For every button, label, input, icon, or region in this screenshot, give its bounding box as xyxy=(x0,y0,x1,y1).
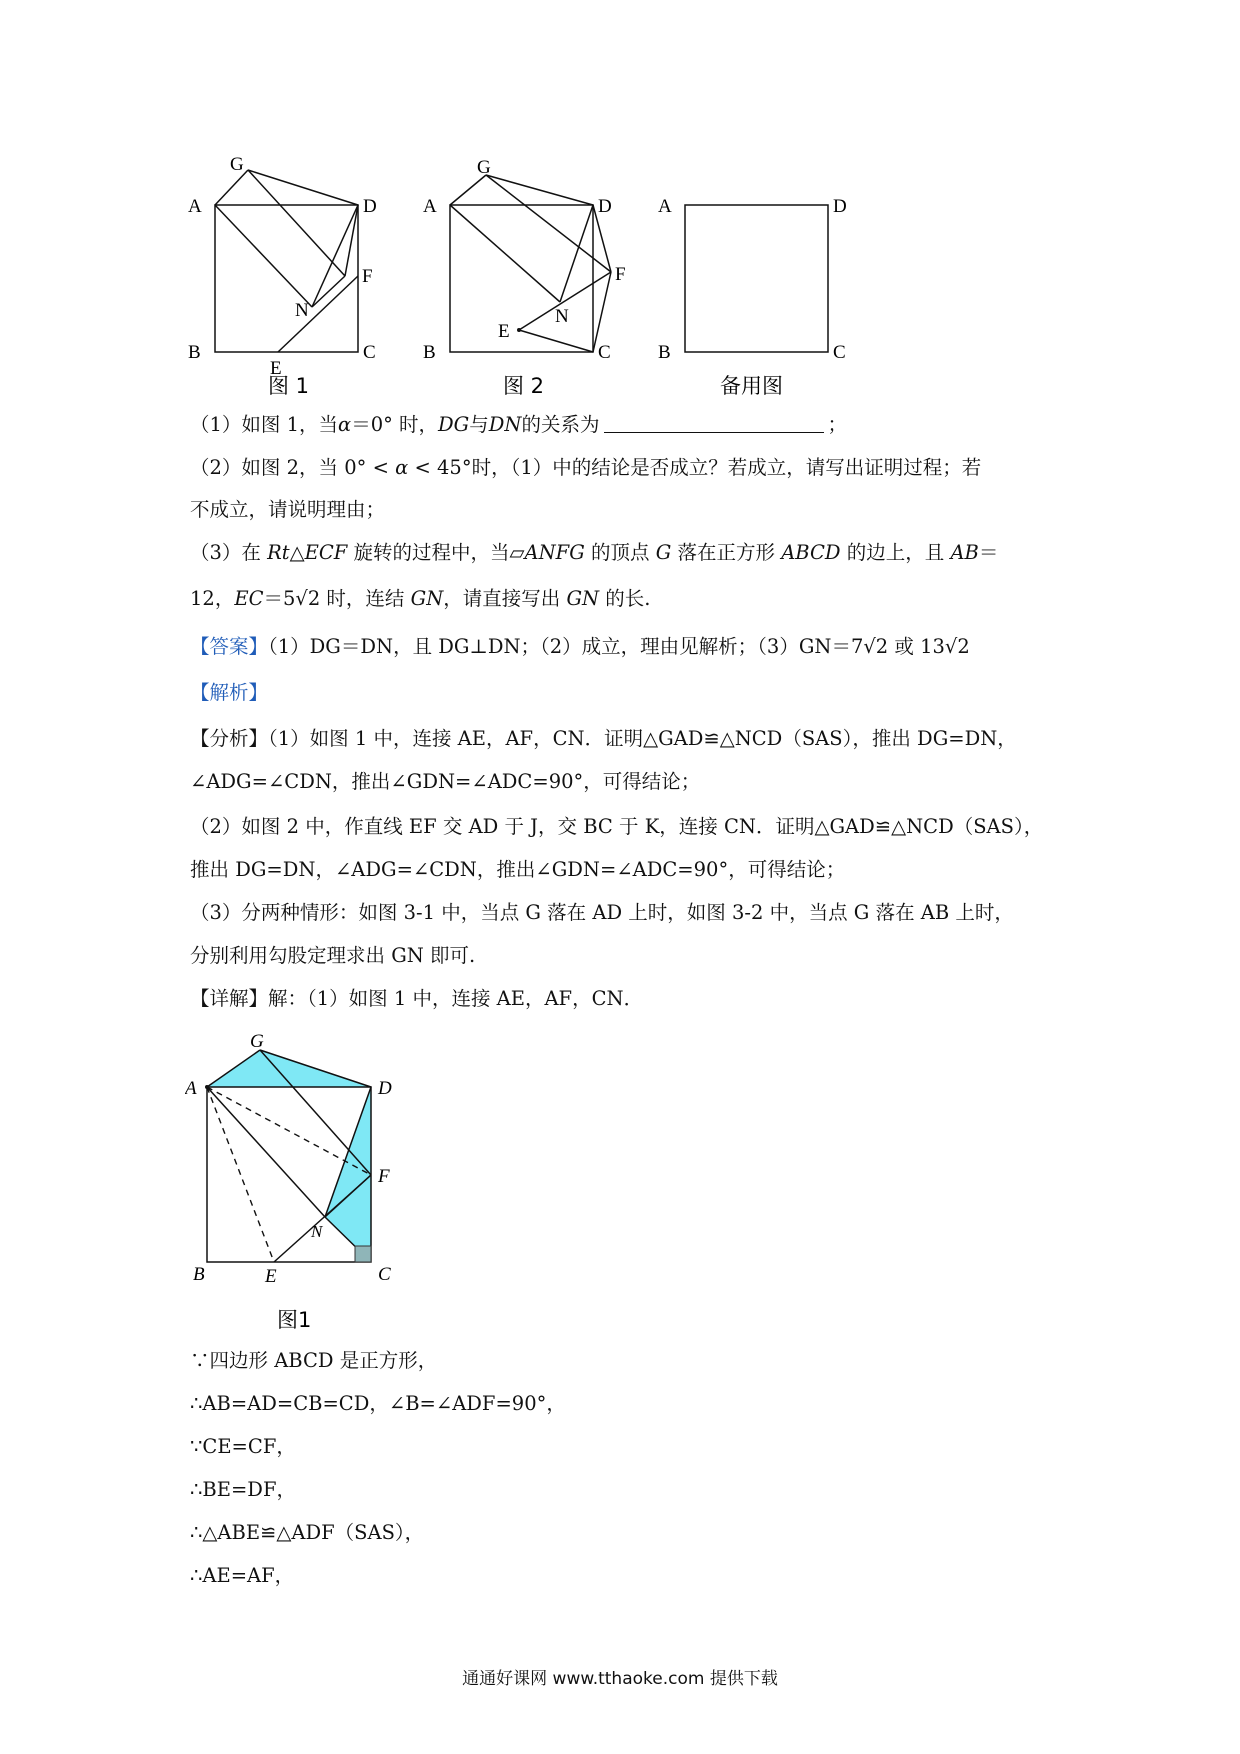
q3-g: G xyxy=(655,541,672,564)
shaded-triangle-gad xyxy=(207,1050,371,1087)
figure-2 xyxy=(415,150,630,395)
label-E: E xyxy=(270,358,282,379)
analysis-line-4: 推出 DG=DN，∠ADG=∠CDN，推出∠GDN=∠ADC=90°，可得结论； xyxy=(190,858,846,881)
q3-gn2: GN xyxy=(566,587,600,610)
answer-line xyxy=(190,632,1070,662)
label-B: B xyxy=(658,342,671,363)
figure-spare-caption: 备用图 xyxy=(720,374,783,395)
analysis-line-1: 【分析】（1）如图 1 中，连接 AE，AF，CN．证明△GAD≌△NCD（SAS），推出 DG=DN， xyxy=(190,727,1017,750)
analysis-line-3: （2）如图 2 中，作直线 EF 交 AD 于 J，交 BC 于 K，连接 CN．证明△GAD≌△NCD（SAS）， xyxy=(190,815,1044,838)
q3-ec: EC xyxy=(234,587,264,610)
analysis-line-6: 分别利用勾股定理求出 GN 即可. xyxy=(190,944,476,967)
q3-d: 的顶点 xyxy=(584,541,656,564)
page-footer: 通通好课网 www.tthaoke.com 提供下载 xyxy=(462,1669,778,1689)
answer-blank xyxy=(604,412,824,433)
label-N: N xyxy=(311,1222,323,1241)
q1-end: ； xyxy=(827,413,848,436)
proof-line-6: ∴AE=AF， xyxy=(190,1564,295,1587)
analysis-line-5: （3）分两种情形：如图 3-1 中，当点 G 落在 AD 上时，如图 3-2 中，当点 G 落在 AB 上时， xyxy=(190,901,1014,924)
analysis-line-2: ∠ADG=∠CDN，推出∠GDN=∠ADC=90°，可得结论； xyxy=(190,770,701,793)
q3-k: 的长. xyxy=(599,587,651,610)
q3-gn: GN xyxy=(410,587,444,610)
q3-ecf: ECF xyxy=(304,541,348,564)
q3-c: 旋转的过程中，当▱ xyxy=(347,541,525,564)
label-A: A xyxy=(188,196,202,217)
label-N: N xyxy=(555,306,569,327)
label-B: B xyxy=(423,342,436,363)
q2-alpha: α xyxy=(395,456,409,479)
question-2-line-2 xyxy=(190,495,1070,525)
label-F: F xyxy=(378,1166,390,1187)
label-A: A xyxy=(185,1078,197,1099)
q3-eq: ＝ xyxy=(978,541,999,564)
proof-line-5: ∴△ABE≌△ADF（SAS）， xyxy=(190,1521,425,1544)
label-G: G xyxy=(230,154,244,175)
q3-a: （3）在 xyxy=(190,541,268,564)
q3-e: 落在正方形 xyxy=(671,541,782,564)
question-3-line-1 xyxy=(190,538,1070,568)
question-3-line-2 xyxy=(190,584,1070,614)
label-D: D xyxy=(363,196,377,217)
label-C: C xyxy=(378,1264,391,1285)
label-E: E xyxy=(498,321,510,342)
label-G: G xyxy=(477,157,491,178)
q3-j: ，请直接写出 xyxy=(443,587,567,610)
q1-text-b: ＝0° 时， xyxy=(351,413,439,436)
label-D: D xyxy=(598,196,612,217)
figure-1 xyxy=(180,150,395,395)
label-C: C xyxy=(363,342,376,363)
q1-text-d: 与 xyxy=(469,413,489,436)
label-B: B xyxy=(193,1264,205,1285)
label-F: F xyxy=(362,266,373,287)
analysis-tag: 【解析】 xyxy=(190,681,269,704)
q1-text-a: （1）如图 1，当 xyxy=(190,413,339,436)
analysis-tag-line xyxy=(190,678,1070,708)
q3-b: △ xyxy=(289,541,305,564)
label-D: D xyxy=(378,1078,392,1099)
question-2-line-1 xyxy=(190,453,1070,483)
label-A: A xyxy=(658,196,672,217)
proof-line-1: ∵四边形 ABCD 是正方形， xyxy=(190,1349,438,1372)
q3-anfg: ANFG xyxy=(524,541,585,564)
q3-f: 的边上，且 xyxy=(840,541,951,564)
label-G: G xyxy=(250,1031,264,1052)
proof-line-2: ∴AB=AD=CB=CD，∠B=∠ADF=90°， xyxy=(190,1392,566,1415)
q3-h: 12， xyxy=(190,587,235,610)
figure-spare xyxy=(650,150,865,395)
label-N: N xyxy=(295,300,309,321)
label-D: D xyxy=(833,196,847,217)
q3-rt: Rt xyxy=(267,541,290,564)
label-E: E xyxy=(265,1266,277,1287)
q1-dn: DN xyxy=(488,413,522,436)
detail-line: 【详解】解：（1）如图 1 中，连接 AE，AF，CN． xyxy=(190,987,644,1010)
label-B: B xyxy=(188,342,201,363)
q2-text-b: < 45°时，（1）中的结论是否成立？若成立，请写出证明过程；若 xyxy=(408,456,982,479)
proof-line-4: ∴BE=DF， xyxy=(190,1478,296,1501)
q3-ab: AB xyxy=(950,541,979,564)
figure-2-caption: 图 2 xyxy=(503,374,545,395)
label-C: C xyxy=(598,342,611,363)
figure-1-solution-caption: 图1 xyxy=(277,1308,312,1332)
q2-text-a: （2）如图 2，当 0° < xyxy=(190,456,396,479)
question-1 xyxy=(190,410,1070,440)
shaded-triangle-dnc xyxy=(325,1087,371,1262)
q1-text-f: 的关系为 xyxy=(521,413,600,436)
label-C: C xyxy=(833,342,846,363)
figure-1-caption: 图 1 xyxy=(268,374,310,395)
q1-alpha: α xyxy=(338,413,352,436)
q1-dg: DG xyxy=(438,413,470,436)
label-A: A xyxy=(423,196,437,217)
proof-line-3: ∵CE=CF， xyxy=(190,1435,296,1458)
q3-i: ＝5√2 时，连结 xyxy=(263,587,411,610)
figure-1-solution xyxy=(185,1025,415,1340)
answer-text: （1）DG＝DN，且 DG⊥DN；（2）成立，理由见解析；（3）GN＝7√2 或 13√2 xyxy=(268,635,970,658)
q3-abcd: ABCD xyxy=(781,541,841,564)
q2-text-c: 不成立，请说明理由； xyxy=(190,498,386,521)
label-F: F xyxy=(615,264,626,285)
answer-tag: 【答案】 xyxy=(190,635,269,658)
